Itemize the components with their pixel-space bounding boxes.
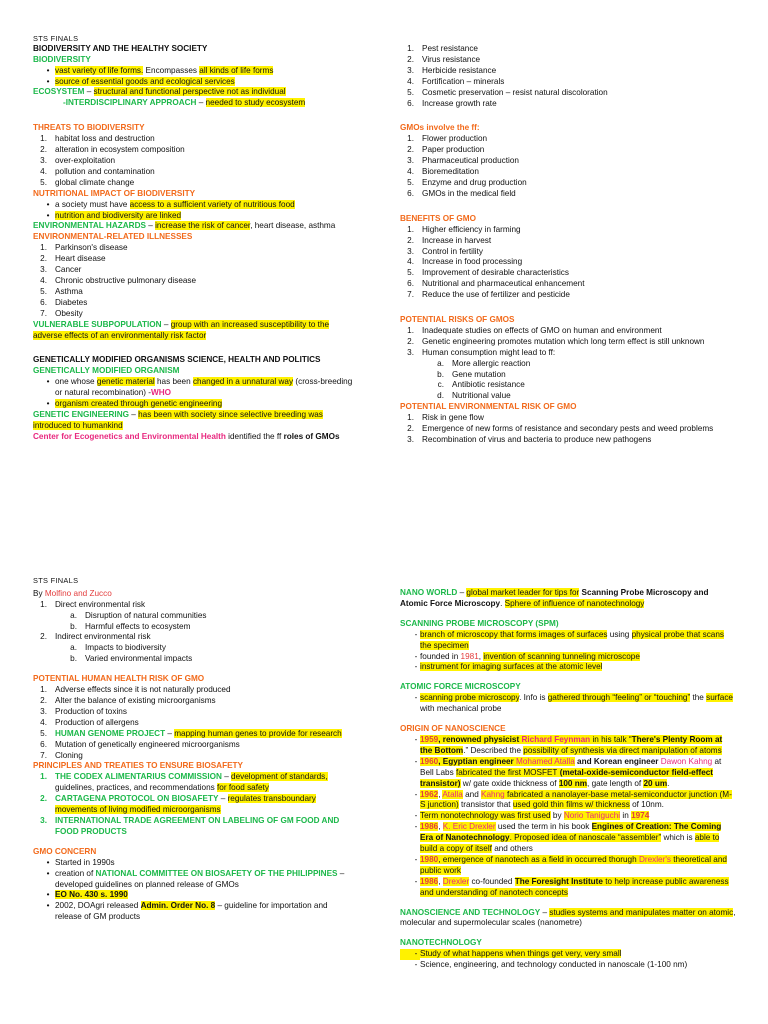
risks-sublist xyxy=(400,359,740,403)
heading-potential-risks: POTENTIAL RISKS OF GMOS xyxy=(400,315,515,325)
list-item: - 1980, emergence of nanotech as a field in occurred thorugh Drexler's theoretical and public work xyxy=(414,854,727,875)
section-title: BIODIVERSITY AND THE HEALTHY SOCIETY xyxy=(33,43,208,53)
list-item: 5. Cosmetic preservation – resist natural discoloration xyxy=(407,87,608,97)
heading-benefits: BENEFITS OF GMO xyxy=(400,213,476,223)
column-bottom-left xyxy=(33,576,353,923)
vulnerable-subpopulation-definition: VULNERABLE SUBPOPULATION – group with an increased susceptibility to the adverse effects of an environmentally risk factor xyxy=(33,319,330,340)
interdisciplinary-definition: -INTERDISCIPLINARY APPROACH – needed to study ecosystem xyxy=(63,98,306,108)
list-item: b. Gene mutation xyxy=(437,369,506,379)
list-item: - Science, engineering, and technology conducted in nanoscale (1-100 nm) xyxy=(414,960,688,970)
page-header: STS FINALS xyxy=(33,34,79,43)
list-item: 1. Risk in gene flow xyxy=(407,413,484,423)
list-item: 1. Higher efficiency in farming xyxy=(407,224,521,234)
list-item: 1. Adverse effects since it is not naturally produced xyxy=(40,685,231,695)
list-item: c. Antibiotic resistance xyxy=(437,380,525,390)
ecosystem-definition: ECOSYSTEM – structural and functional perspective not as individual xyxy=(33,87,286,97)
list-item: 1. habitat loss and destruction xyxy=(40,134,155,144)
list-item: • EO No. 430 s. 1990 xyxy=(46,890,128,900)
list-item: 3. over-exploitation xyxy=(40,156,116,165)
list-item: 2. Genetic engineering promotes mutation which long term effect is still unknown xyxy=(407,336,705,346)
list-item: - scanning probe microscopy. Info is gathered through “feeling” or “touching” the surface with mechanical probe xyxy=(414,693,733,714)
list-item: 1. Direct environmental risk xyxy=(40,599,146,609)
list-item: 3. INTERNATIONAL TRADE AGREEMENT ON LABELING OF GM FOOD AND FOOD PRODUCTS xyxy=(40,815,340,836)
human-risk-list xyxy=(33,685,353,729)
heading-afm: ATOMIC FORCE MICROSCOPY xyxy=(400,682,521,692)
list-item: 2. Emergence of new forms of resistance and secondary pests and weed problems xyxy=(407,424,714,434)
column-top-right xyxy=(400,44,740,446)
heading-principles: PRINCIPLES AND TREATIES TO ENSURE BIOSAFETY xyxy=(33,761,244,771)
gmo-involve-list xyxy=(400,134,740,199)
list-item: 6. Mutation of genetically engineered microorganisms xyxy=(40,739,240,749)
ceeh-line: Center for Ecogenetics and Environmental Health identified the ff roles of GMOs xyxy=(33,431,340,441)
list-item: • vast variety of life forms. Encompasses all kinds of life forms xyxy=(46,65,274,75)
heading-gmo-concern: GMO CONCERN xyxy=(33,846,97,856)
page-header: STS FINALS xyxy=(33,576,79,585)
list-item: 4. Fortification – minerals xyxy=(407,76,505,86)
list-item: 5. HUMAN GENOME PROJECT – mapping human genes to provide for research xyxy=(40,728,342,738)
list-item: - 1986, Drexler co-founded The Foresight Institute to help increase public awareness and understanding of nanotech concepts xyxy=(414,876,729,897)
list-item: 4. pollution and contamination xyxy=(40,166,155,176)
list-item: - founded in 1981, invention of scanning tunneling microscope xyxy=(414,651,640,661)
list-item: 3. Production of toxins xyxy=(40,706,127,716)
list-item: - 1960, Egyptian engineer Mohamed Atalla and Korean engineer Dawon Kahng at Bell Labs fabricated the first MOSFET (metal-oxide-semiconductor field-effect transistor) w/ gate oxide thickness of 100 nm, gate length of 20 um. xyxy=(414,756,722,788)
list-item: 4. Increase in food processing xyxy=(407,257,523,267)
list-item: 6. GMOs in the medical field xyxy=(407,188,516,198)
nano-world-definition: NANO WORLD – global market leader for tips for Scanning Probe Microscopy and Atomic Force Microscopy. Sphere of influence of nanotechnology xyxy=(400,588,709,608)
list-item: • 2002, DOAgri released Admin. Order No. 8 – guideline for importation and release of GM products xyxy=(46,901,328,922)
heading-origin-nanoscience: ORIGIN OF NANOSCIENCE xyxy=(400,724,506,734)
list-item: • source of essential goods and ecological services xyxy=(46,76,235,86)
list-item: a. Impacts to biodiversity xyxy=(70,643,166,653)
list-item: - instrument for imaging surfaces at the atomic level xyxy=(414,662,603,672)
list-item: 2. Virus resistance xyxy=(407,54,481,64)
list-item: b. Harmful effects to ecosystem xyxy=(70,621,191,631)
direct-risk-sublist xyxy=(33,611,353,633)
list-item: 3. Herbicide resistance xyxy=(407,65,497,75)
list-item: a. More allergic reaction xyxy=(437,358,531,368)
list-item: - Study of what happens when things get very, very small xyxy=(400,949,736,960)
heading-environmental-risk: POTENTIAL ENVIRONMENTAL RISK OF GMO xyxy=(400,402,577,412)
list-item: 5. Enzyme and drug production xyxy=(407,177,527,187)
heading-biodiversity: BIODIVERSITY xyxy=(33,54,91,64)
list-item: 2. CARTAGENA PROTOCOL ON BIOSAFETY – regulates transboundary movements of living modified microorganisms xyxy=(40,794,316,815)
genetic-engineering-definition: GENETIC ENGINEERING – has been with society since selective breeding was introduced to humankind xyxy=(33,409,323,430)
heading-nanotechnology: NANOTECHNOLOGY xyxy=(400,938,482,948)
byline: By Molfino and Zucco xyxy=(33,588,112,598)
heading-gmo: GENETICALLY MODIFIED ORGANISM xyxy=(33,366,180,376)
list-item: - 1962, Atalla and Kahng fabricated a nanolayer-base metal-semiconductor junction (M-S junction) transistor that used gold thin films w/ thickness of 10nm. xyxy=(414,789,732,810)
list-item: • nutrition and biodiversity are linked xyxy=(46,210,182,220)
heading-threats: THREATS TO BIODIVERSITY xyxy=(33,123,145,133)
list-item: 3. Pharmaceutical production xyxy=(407,156,519,166)
list-item: 3. Recombination of virus and bacteria to produce new pathogens xyxy=(407,435,652,444)
list-item: 2. Paper production xyxy=(407,145,485,155)
list-item: 7. Reduce the use of fertilizer and pesticide xyxy=(407,290,570,300)
list-item: 1. Pest resistance xyxy=(407,44,478,53)
heading-spm: SCANNING PROBE MICROSCOPY (SPM) xyxy=(400,618,559,628)
list-item: 3. Control in fertility xyxy=(407,246,483,256)
list-item: - 1959, renowned physicist Richard Feynman in his talk “There's Plenty Room at the Bottom.” Described the possibility of synthesis via direct manipulation of atoms xyxy=(414,734,723,755)
list-item: 6. Nutritional and pharmaceutical enhancement xyxy=(407,279,585,289)
list-item: 2. Indirect environmental risk xyxy=(40,632,151,642)
list-item: 4. Chronic obstructive pulmonary disease xyxy=(40,275,197,285)
section-title-gmo: GENETICALLY MODIFIED ORGANISMS SCIENCE, HEALTH AND POLITICS xyxy=(33,355,321,365)
list-item: 7. Cloning xyxy=(40,750,83,760)
heading-human-health-risk: POTENTIAL HUMAN HEALTH RISK OF GMO xyxy=(33,674,205,684)
illnesses-list xyxy=(33,243,353,319)
column-top-left xyxy=(33,34,353,443)
list-item: 2. Alter the balance of existing microorganisms xyxy=(40,696,216,705)
list-item: • organism created through genetic engineering xyxy=(46,399,223,409)
indirect-risk-sublist xyxy=(33,643,353,665)
list-item: 4. Production of allergens xyxy=(40,717,139,727)
benefits-list xyxy=(400,225,740,301)
list-item: 1. Inadequate studies on effects of GMO on human and environment xyxy=(407,325,662,335)
list-item: 3. Human consumption might lead to ff: xyxy=(407,347,556,357)
environmental-risk-list xyxy=(400,413,740,446)
list-item: • a society must have access to a sufficient variety of nutritious food xyxy=(46,199,295,209)
human-risk-list-cont xyxy=(33,740,353,762)
heading-environmental-illnesses: ENVIRONMENTAL-RELATED ILLNESSES xyxy=(33,232,193,242)
list-item: - Term nonotechnology was first used by Norio Taniguchi in 1974 xyxy=(414,811,650,821)
gmo-roles-list xyxy=(400,44,740,109)
list-item: 5. Asthma xyxy=(40,286,83,296)
list-item: • Started in 1990s xyxy=(46,857,115,867)
list-item: 5. global climate change xyxy=(40,177,135,187)
nanoscience-technology-definition: NANOSCIENCE AND TECHNOLOGY – studies systems and manipulates matter on atomic, molecular and supermolecular scales (nanometre) xyxy=(400,907,736,928)
list-item: d. Nutritional value xyxy=(437,391,511,401)
list-item: 1. THE CODEX ALIMENTARIUS COMMISSION – development of standards, guidelines, practices, and recommendations for food safety xyxy=(40,772,328,793)
heading-gmo-involve: GMOs involve the ff: xyxy=(400,123,480,133)
list-item: • one whose genetic material has been changed in a unnatural way (cross-breeding or natural recombination) -WHO xyxy=(46,377,353,398)
list-item: • creation of NATIONAL COMMITTEE ON BIOSAFETY OF THE PHILIPPINES – developed guidelines on planned release of GMOs xyxy=(46,868,345,889)
list-item: 6. Diabetes xyxy=(40,297,88,307)
list-item: a. Disruption of natural communities xyxy=(70,610,207,620)
list-item: 4. Bioremeditation xyxy=(407,167,479,177)
list-item: - 1986, K. Eric Drexler used the term in his book Engines of Creation: The Coming Era of Nanotechnology. Proposed idea of nanoscale “assembler” which is able to build a copy of itself and others xyxy=(414,822,722,854)
list-item: b. Varied environmental impacts xyxy=(70,654,193,664)
list-item: 1. Flower production xyxy=(407,134,488,144)
list-item: 2. Increase in harvest xyxy=(407,235,492,245)
threats-list xyxy=(33,134,353,189)
environmental-hazards-definition: ENVIRONMENTAL HAZARDS – increase the risk of cancer, heart disease, asthma xyxy=(33,221,336,231)
list-item: 2. Heart disease xyxy=(40,254,106,264)
list-item: - branch of microscopy that forms images of surfaces using physical probe that scans the specimen xyxy=(414,629,724,650)
list-item: 6. Increase growth rate xyxy=(407,98,497,108)
list-item: 1. Parkinson's disease xyxy=(40,243,128,253)
list-item: 7. Obesity xyxy=(40,308,83,318)
heading-nutritional-impact: NUTRITIONAL IMPACT OF BIODIVERSITY xyxy=(33,188,196,198)
risks-list xyxy=(400,326,740,359)
list-item: 5. Improvement of desirable characteristics xyxy=(407,268,569,278)
column-bottom-right xyxy=(400,588,736,971)
list-item: 3. Cancer xyxy=(40,265,82,275)
list-item: 2. alteration in ecosystem composition xyxy=(40,145,185,155)
